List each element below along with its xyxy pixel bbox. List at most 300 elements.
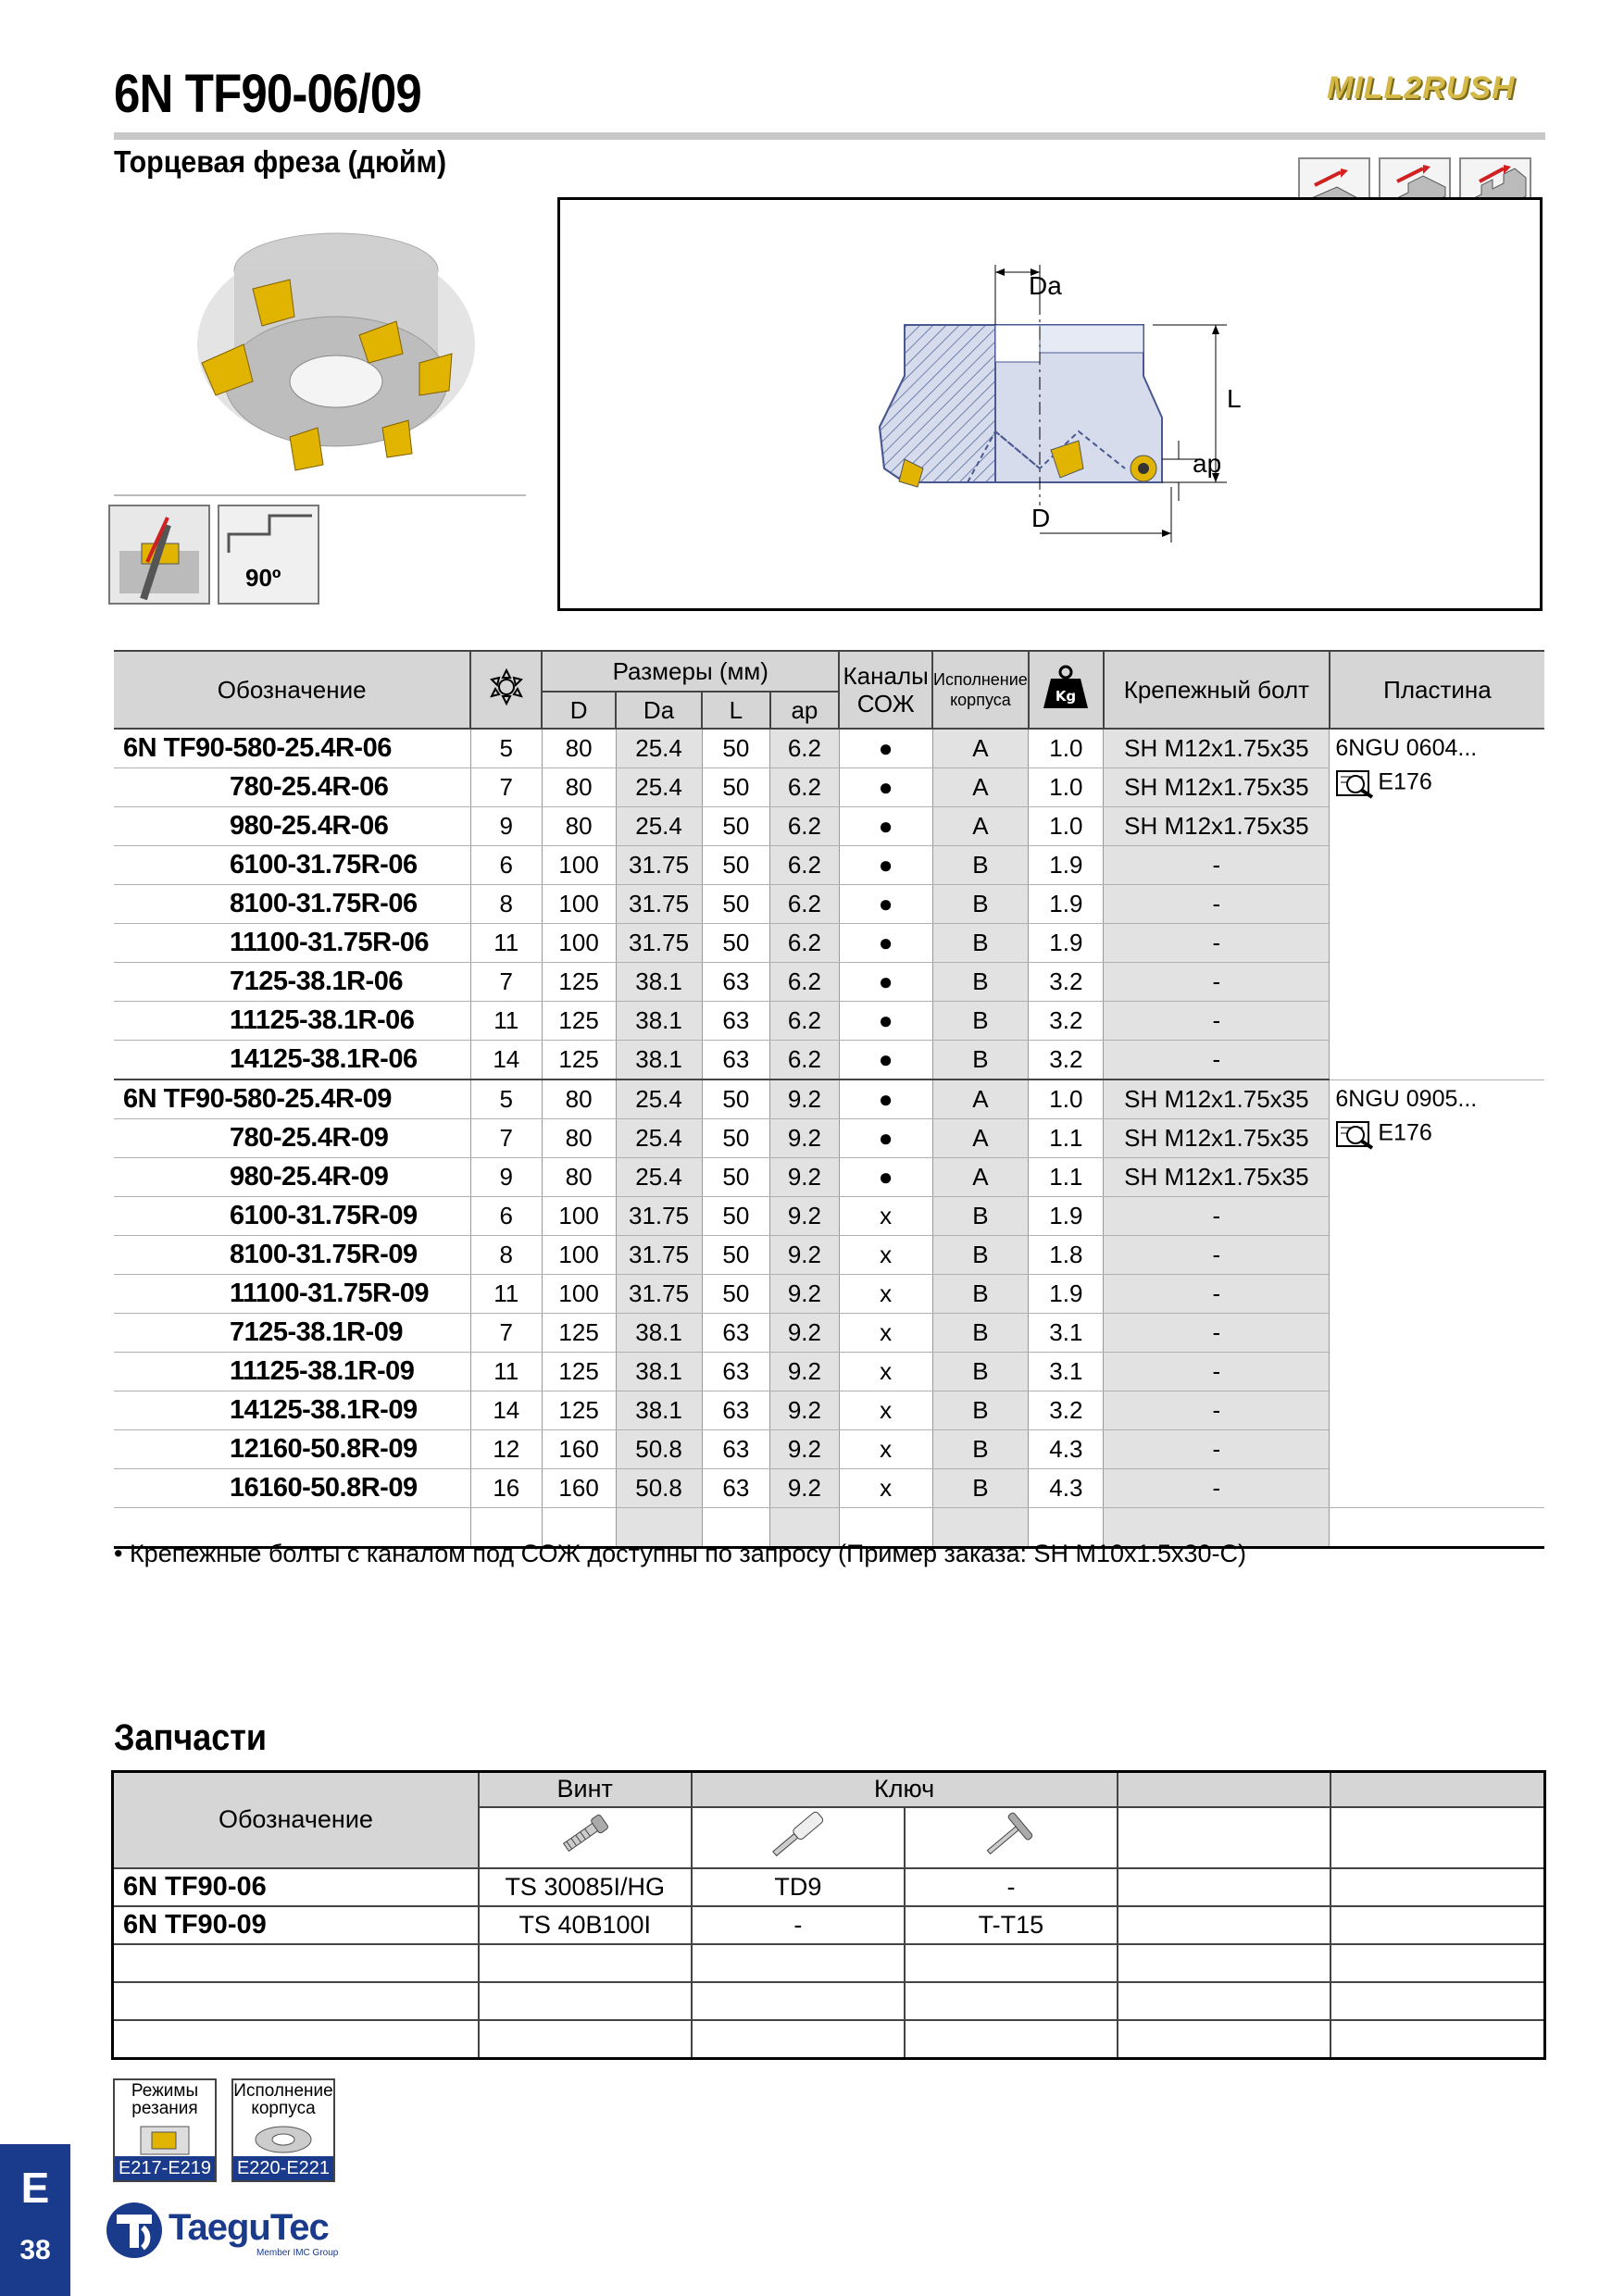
body-cell: B	[932, 1469, 1029, 1508]
designation-cell	[114, 1275, 470, 1314]
coolant-cell: ●	[839, 768, 932, 807]
bolt-cell: -	[1104, 1430, 1330, 1469]
d-cell: 125	[542, 963, 616, 1002]
teeth-cell: 5	[470, 1079, 542, 1119]
coolant-cell: ●	[839, 846, 932, 885]
ap-cell: 9.2	[770, 1236, 840, 1275]
ap-cell: 9.2	[770, 1314, 840, 1353]
d-cell: 125	[542, 1391, 616, 1430]
ap-cell: 9.2	[770, 1391, 840, 1430]
body-cell: A	[932, 1079, 1029, 1119]
body-cell: B	[932, 1353, 1029, 1391]
col-da: Da	[616, 692, 702, 729]
cutting-modes-link[interactable]	[113, 2078, 217, 2182]
spares-name: 6N TF90-06	[113, 1868, 479, 1906]
da-cell: 31.75	[616, 1197, 702, 1236]
l-cell: 63	[702, 1314, 770, 1353]
body-cell: B	[932, 1430, 1029, 1469]
teeth-cell: 6	[470, 846, 542, 885]
teeth-cell: 12	[470, 1430, 542, 1469]
bolt-cell: SH M12x1.75x35	[1104, 1119, 1330, 1158]
designation-cell	[114, 885, 470, 924]
designation-code: 980-25.4R-06	[230, 811, 389, 841]
designation-prefix: 6N TF90-5	[123, 733, 248, 763]
coolant-cell: x	[839, 1236, 932, 1275]
l-cell: 50	[702, 1119, 770, 1158]
weight-cell: 3.2	[1029, 1391, 1104, 1430]
spares-col-key: Ключ	[692, 1772, 1118, 1807]
cutter-table	[114, 650, 1544, 1549]
spares-empty-row	[113, 1944, 1545, 1982]
coolant-cell: ●	[839, 885, 932, 924]
bolt-cell: -	[1104, 1353, 1330, 1391]
plate-ref: E176	[1378, 1119, 1432, 1146]
body-cell: A	[932, 807, 1029, 846]
designation-cell	[114, 807, 470, 846]
d-cell: 100	[542, 924, 616, 963]
coolant-cell: ●	[839, 1079, 932, 1119]
d-cell: 80	[542, 1119, 616, 1158]
brand-sub: Member IMC Group	[256, 2248, 339, 2258]
da-cell: 38.1	[616, 963, 702, 1002]
body-cell: A	[932, 729, 1029, 768]
d-cell: 100	[542, 1236, 616, 1275]
d-cell: 80	[542, 1158, 616, 1197]
spares-empty-cell	[1118, 1868, 1330, 1906]
designation-cell	[114, 1353, 470, 1391]
col-l: L	[702, 692, 770, 729]
da-cell: 50.8	[616, 1469, 702, 1508]
designation-code: 780-25.4R-09	[230, 1123, 389, 1153]
body-cell: B	[932, 885, 1029, 924]
d-cell: 80	[542, 807, 616, 846]
spares-row	[113, 1868, 1545, 1906]
designation-cell	[114, 846, 470, 885]
body-label: Исполнение корпуса	[933, 670, 1028, 709]
designation-code: 14125-38.1R-09	[230, 1395, 418, 1425]
da-cell: 38.1	[616, 1314, 702, 1353]
l-cell: 50	[702, 807, 770, 846]
d-cell: 80	[542, 729, 616, 768]
insert-holder-icon	[108, 505, 210, 605]
bolt-cell: -	[1104, 1469, 1330, 1508]
weight-cell: 3.2	[1029, 1041, 1104, 1080]
ap-cell: 9.2	[770, 1469, 840, 1508]
teeth-cell: 8	[470, 1236, 542, 1275]
ap-cell: 6.2	[770, 846, 840, 885]
weight-icon	[1029, 651, 1104, 729]
l-cell: 50	[702, 768, 770, 807]
bolt-cell: -	[1104, 963, 1330, 1002]
coolant-cell: ●	[839, 807, 932, 846]
teeth-cell: 5	[470, 729, 542, 768]
weight-cell: 3.2	[1029, 963, 1104, 1002]
designation-code: 11100-31.75R-06	[230, 928, 430, 957]
weight-cell: 1.0	[1029, 807, 1104, 846]
da-cell: 31.75	[616, 846, 702, 885]
col-body	[932, 651, 1029, 729]
designation-cell	[114, 1236, 470, 1275]
coolant-cell: x	[839, 1314, 932, 1353]
ap-cell: 6.2	[770, 807, 840, 846]
product-photo	[114, 206, 526, 496]
spares-screw: TS 30085I/HG	[479, 1868, 692, 1906]
weight-cell: 1.1	[1029, 1158, 1104, 1197]
designation-code: 80-25.4R-09	[247, 1084, 392, 1114]
t-handle-key-icon	[905, 1807, 1118, 1868]
bolt-cell: -	[1104, 885, 1330, 924]
l-cell: 50	[702, 1079, 770, 1119]
bolt-cell: -	[1104, 1236, 1330, 1275]
d-cell: 160	[542, 1430, 616, 1469]
spares-col-designation: Обозначение	[113, 1772, 479, 1868]
taegutec-logo	[104, 2200, 344, 2265]
teeth-count-icon	[470, 651, 542, 729]
cutting-modes-title: Режимы резания	[131, 2081, 199, 2118]
plate-name: 6NGU 0604...	[1335, 735, 1478, 761]
weight-cell: 1.1	[1029, 1119, 1104, 1158]
l-cell: 50	[702, 729, 770, 768]
designation-code: 7125-38.1R-09	[230, 1317, 403, 1347]
designation-code: 11100-31.75R-09	[230, 1279, 430, 1308]
weight-cell: 1.0	[1029, 729, 1104, 768]
spares-empty-row	[113, 1982, 1545, 2020]
col-d: D	[542, 692, 616, 729]
bolt-cell: SH M12x1.75x35	[1104, 729, 1330, 768]
coolant-cell: x	[839, 1430, 932, 1469]
coolant-cell: ●	[839, 1002, 932, 1041]
teeth-cell: 6	[470, 1197, 542, 1236]
spares-key1: -	[692, 1906, 906, 1944]
cutting-modes-ref: E217-E219	[115, 2156, 215, 2180]
coolant-cell: ●	[839, 924, 932, 963]
ap-cell: 9.2	[770, 1353, 840, 1391]
bolt-cell: -	[1104, 1002, 1330, 1041]
plate-name: 6NGU 0905...	[1335, 1085, 1478, 1112]
da-cell: 25.4	[616, 1079, 702, 1119]
coolant-cell: x	[839, 1469, 932, 1508]
l-cell: 50	[702, 1158, 770, 1197]
bolt-cell: SH M12x1.75x35	[1104, 807, 1330, 846]
page-subtitle: Торцевая фреза (дюйм)	[114, 144, 447, 179]
spares-key1: TD9	[692, 1868, 906, 1906]
plate-ref-link[interactable]	[1335, 1118, 1544, 1150]
bolt-cell: SH M12x1.75x35	[1104, 768, 1330, 807]
d-cell: 80	[542, 1079, 616, 1119]
drawing-label-ap: ap	[1193, 449, 1222, 478]
ap-cell: 9.2	[770, 1275, 840, 1314]
ap-cell: 9.2	[770, 1197, 840, 1236]
bolt-cell: -	[1104, 1391, 1330, 1430]
col-dims: Размеры (мм)	[542, 651, 839, 692]
d-cell: 125	[542, 1314, 616, 1353]
designation-cell	[114, 963, 470, 1002]
ap-cell: 6.2	[770, 1002, 840, 1041]
designation-code: 12160-50.8R-09	[230, 1434, 418, 1464]
l-cell: 63	[702, 1353, 770, 1391]
teeth-cell: 9	[470, 1158, 542, 1197]
da-cell: 31.75	[616, 885, 702, 924]
d-cell: 125	[542, 1002, 616, 1041]
weight-cell: 1.9	[1029, 924, 1104, 963]
coolant-cell: x	[839, 1275, 932, 1314]
logo-text: MILL2RUSH	[1327, 70, 1516, 106]
plate-cell	[1330, 729, 1544, 1079]
d-cell: 125	[542, 1041, 616, 1080]
mill2rush-logo	[1319, 48, 1553, 130]
spares-col-screw: Винт	[479, 1772, 692, 1807]
l-cell: 50	[702, 885, 770, 924]
designation-cell	[114, 1469, 470, 1508]
plate-ref-link[interactable]	[1335, 767, 1544, 799]
weight-cell: 4.3	[1029, 1469, 1104, 1508]
weight-cell: 1.9	[1029, 1197, 1104, 1236]
drawing-label-l: L	[1227, 384, 1242, 413]
designation-cell	[114, 924, 470, 963]
teeth-cell: 11	[470, 1275, 542, 1314]
bolt-cell: -	[1104, 846, 1330, 885]
coolant-cell: ●	[839, 1119, 932, 1158]
designation-code: 14125-38.1R-06	[230, 1044, 418, 1074]
l-cell: 50	[702, 924, 770, 963]
ap-cell: 6.2	[770, 963, 840, 1002]
weight-cell: 3.1	[1029, 1353, 1104, 1391]
d-cell: 100	[542, 846, 616, 885]
body-cell: B	[932, 1275, 1029, 1314]
designation-cell	[114, 1314, 470, 1353]
drawing-label-d: D	[1031, 504, 1051, 532]
body-cell: B	[932, 1391, 1029, 1430]
body-cell: A	[932, 1158, 1029, 1197]
d-cell: 160	[542, 1469, 616, 1508]
ap-cell: 9.2	[770, 1158, 840, 1197]
l-cell: 50	[702, 846, 770, 885]
ap-cell: 6.2	[770, 768, 840, 807]
screwdriver-key-icon	[692, 1807, 906, 1868]
body-cell: B	[932, 1041, 1029, 1080]
spares-empty-cell	[1118, 1906, 1330, 1944]
ap-cell: 9.2	[770, 1119, 840, 1158]
designation-code: 80-25.4R-06	[247, 733, 392, 763]
table-row	[114, 1079, 1544, 1119]
bolt-cell: -	[1104, 1041, 1330, 1080]
spares-row	[113, 1906, 1545, 1944]
d-cell: 80	[542, 768, 616, 807]
da-cell: 50.8	[616, 1430, 702, 1469]
ap-cell: 6.2	[770, 924, 840, 963]
designation-code: 8100-31.75R-09	[230, 1240, 418, 1269]
da-cell: 38.1	[616, 1391, 702, 1430]
ap-cell: 9.2	[770, 1079, 840, 1119]
d-cell: 100	[542, 1275, 616, 1314]
weight-cell: 1.0	[1029, 1079, 1104, 1119]
spares-empty-cell	[1330, 1906, 1544, 1944]
designation-code: 780-25.4R-06	[230, 772, 389, 802]
designation-code: 16160-50.8R-09	[230, 1473, 418, 1503]
taegutec-emblem-icon	[104, 2200, 165, 2261]
da-cell: 25.4	[616, 729, 702, 768]
plate-cell	[1330, 1079, 1544, 1508]
bolt-cell: -	[1104, 1275, 1330, 1314]
l-cell: 63	[702, 1002, 770, 1041]
ap-cell: 9.2	[770, 1430, 840, 1469]
coolant-cell: x	[839, 1197, 932, 1236]
col-coolant	[839, 651, 932, 729]
section-letter: E	[20, 2164, 50, 2212]
designation-cell	[114, 729, 470, 768]
teeth-cell: 7	[470, 1119, 542, 1158]
l-cell: 50	[702, 1275, 770, 1314]
designation-code: 6100-31.75R-09	[230, 1201, 418, 1230]
title-divider	[114, 132, 1545, 140]
weight-cell: 4.3	[1029, 1430, 1104, 1469]
body-cell: B	[932, 1197, 1029, 1236]
d-cell: 100	[542, 885, 616, 924]
da-cell: 25.4	[616, 807, 702, 846]
body-cell: B	[932, 963, 1029, 1002]
teeth-cell: 14	[470, 1041, 542, 1080]
body-design-link[interactable]	[231, 2078, 335, 2182]
coolant-cell: x	[839, 1391, 932, 1430]
designation-cell	[114, 1391, 470, 1430]
body-cell: B	[932, 1002, 1029, 1041]
teeth-cell: 7	[470, 768, 542, 807]
weight-cell: 3.1	[1029, 1314, 1104, 1353]
weight-icon-text: Kg	[1056, 687, 1077, 705]
weight-cell: 3.2	[1029, 1002, 1104, 1041]
designation-cell	[114, 1002, 470, 1041]
designation-cell	[114, 1041, 470, 1080]
magnifier-icon	[1335, 767, 1378, 799]
designation-code: 8100-31.75R-06	[230, 889, 418, 918]
coolant-cell: ●	[839, 729, 932, 768]
spares-screw: TS 40B100I	[479, 1906, 692, 1944]
spares-empty-row	[113, 2020, 1545, 2059]
teeth-cell: 9	[470, 807, 542, 846]
da-cell: 38.1	[616, 1041, 702, 1080]
da-cell: 31.75	[616, 1236, 702, 1275]
body-cell: B	[932, 846, 1029, 885]
designation-code: 980-25.4R-09	[230, 1162, 389, 1192]
spares-key2: T-T15	[905, 1906, 1118, 1944]
spares-col-empty-2	[1330, 1772, 1544, 1807]
da-cell: 38.1	[616, 1002, 702, 1041]
d-cell: 100	[542, 1197, 616, 1236]
technical-drawing	[557, 197, 1543, 611]
weight-cell: 1.9	[1029, 885, 1104, 924]
teeth-cell: 8	[470, 885, 542, 924]
bolt-cell: -	[1104, 1314, 1330, 1353]
l-cell: 50	[702, 1197, 770, 1236]
designation-cell	[114, 1158, 470, 1197]
body-cell: B	[932, 924, 1029, 963]
col-designation: Обозначение	[114, 651, 470, 729]
teeth-cell: 7	[470, 963, 542, 1002]
da-cell: 25.4	[616, 1158, 702, 1197]
body-cell: A	[932, 1119, 1029, 1158]
body-design-title: Исполнение корпуса	[233, 2081, 333, 2118]
brand-name: TaeguTec	[169, 2207, 329, 2248]
bolt-cell: SH M12x1.75x35	[1104, 1079, 1330, 1119]
da-cell: 31.75	[616, 1275, 702, 1314]
page-title: 6N TF90-06/09	[114, 64, 421, 124]
coolant-label: Каналы СОЖ	[843, 662, 929, 718]
da-cell: 38.1	[616, 1353, 702, 1391]
bolt-cell: -	[1104, 924, 1330, 963]
coolant-cell: ●	[839, 963, 932, 1002]
spares-key2: -	[905, 1868, 1118, 1906]
bolt-cell: -	[1104, 1197, 1330, 1236]
body-design-ref: E220-E221	[233, 2156, 333, 2180]
designation-cell	[114, 1430, 470, 1469]
designation-cell	[114, 1197, 470, 1236]
section-tab	[0, 2144, 70, 2296]
teeth-cell: 14	[470, 1391, 542, 1430]
teeth-cell: 7	[470, 1314, 542, 1353]
bolt-cell: SH M12x1.75x35	[1104, 1158, 1330, 1197]
ap-cell: 6.2	[770, 1041, 840, 1080]
body-cell: B	[932, 1314, 1029, 1353]
teeth-cell: 11	[470, 1353, 542, 1391]
spares-col-empty-1	[1118, 1772, 1330, 1807]
designation-cell	[114, 1119, 470, 1158]
body-cell: B	[932, 1236, 1029, 1275]
body-cell: A	[932, 768, 1029, 807]
ap-cell: 6.2	[770, 729, 840, 768]
col-bolt: Крепежный болт	[1104, 651, 1330, 729]
weight-cell: 1.8	[1029, 1236, 1104, 1275]
weight-cell: 1.0	[1029, 768, 1104, 807]
drawing-label-da: Da	[1029, 271, 1062, 300]
l-cell: 63	[702, 963, 770, 1002]
plate-ref: E176	[1378, 768, 1432, 795]
da-cell: 31.75	[616, 924, 702, 963]
d-cell: 125	[542, 1353, 616, 1391]
coolant-cell: x	[839, 1353, 932, 1391]
l-cell: 63	[702, 1041, 770, 1080]
ap-cell: 6.2	[770, 885, 840, 924]
designation-cell	[114, 1079, 470, 1119]
col-ap: ap	[770, 692, 840, 729]
da-cell: 25.4	[616, 768, 702, 807]
designation-code: 11125-38.1R-09	[230, 1356, 415, 1386]
l-cell: 63	[702, 1430, 770, 1469]
weight-cell: 1.9	[1029, 846, 1104, 885]
table-row	[114, 729, 1544, 768]
spares-name: 6N TF90-09	[113, 1906, 479, 1944]
coolant-cell: ●	[839, 1041, 932, 1080]
designation-code: 6100-31.75R-06	[230, 850, 418, 880]
designation-prefix: 6N TF90-5	[123, 1084, 248, 1114]
teeth-cell: 16	[470, 1469, 542, 1508]
magnifier-icon	[1335, 1118, 1378, 1150]
spares-title: Запчасти	[114, 1717, 268, 1758]
l-cell: 63	[702, 1469, 770, 1508]
cutting-angle-icon	[218, 505, 319, 605]
l-cell: 50	[702, 1236, 770, 1275]
weight-cell: 1.9	[1029, 1275, 1104, 1314]
screw-icon	[479, 1807, 692, 1868]
spares-table	[111, 1770, 1546, 2060]
spares-icon-empty-1	[1118, 1807, 1330, 1868]
cutting-angle-label: 90º	[245, 564, 281, 592]
designation-code: 7125-38.1R-06	[230, 967, 403, 996]
teeth-cell: 11	[470, 924, 542, 963]
spares-empty-cell	[1330, 1868, 1544, 1906]
coolant-bolt-note: • Крепежные болты с каналом под СОЖ доступны по запросу (Пример заказа: SH M10x1.5x30-C)	[114, 1540, 1247, 1567]
designation-cell	[114, 768, 470, 807]
l-cell: 63	[702, 1391, 770, 1430]
